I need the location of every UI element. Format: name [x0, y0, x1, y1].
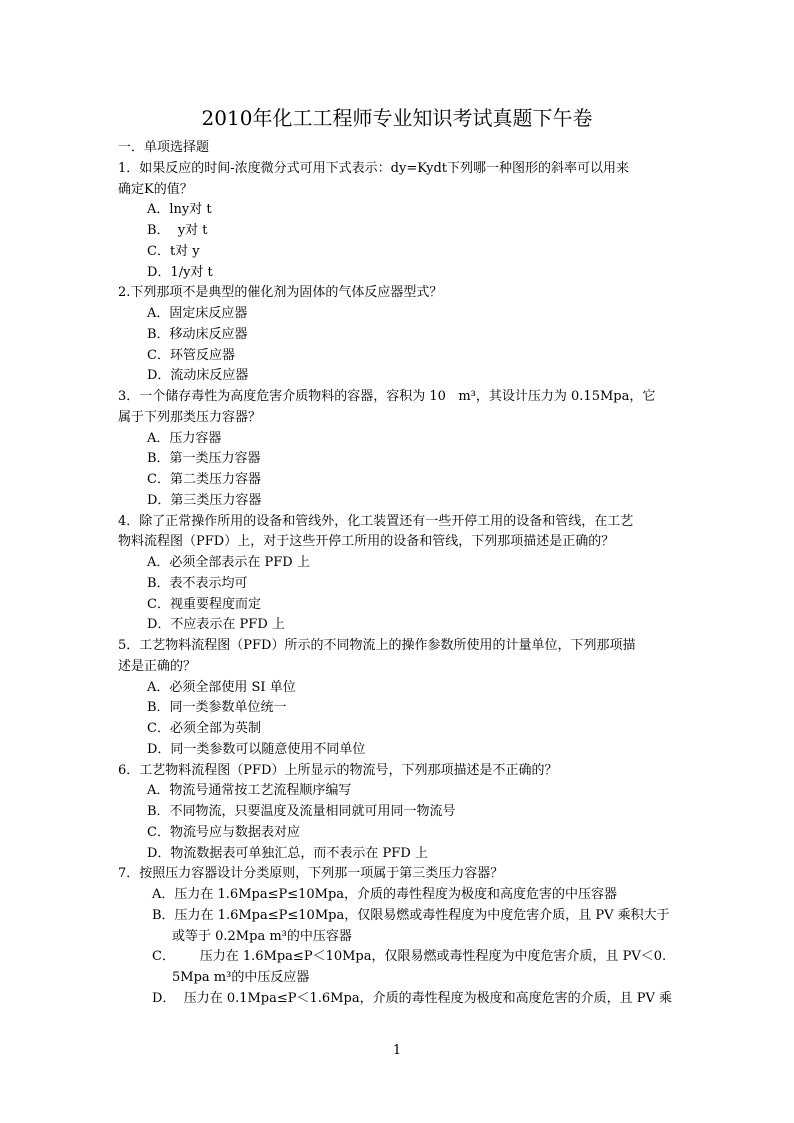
question-2 — [118, 283, 678, 387]
answer-option: 5Mpa m³的中压反应器 — [172, 970, 310, 985]
answer-option: A．物流号通常按工艺流程顺序编写 — [147, 783, 352, 799]
question-7 — [118, 864, 678, 1009]
answer-option: C．环管反应器 — [147, 347, 235, 363]
answer-option: D．同一类参数可以随意使用不同单位 — [147, 741, 366, 757]
answer-option: A．lny对 t — [147, 202, 212, 218]
question-text: 属于下列那类压力容器？ — [118, 409, 262, 425]
answer-option: D． 压力在 0.1Mpa≤P＜1.6Mpa，介质的毒性程度为极度和高度危害的介质，且 PV 乘 — [152, 990, 672, 1006]
question-5 — [118, 636, 678, 761]
question-text: 4．除了正常操作所用的设备和管线外，化工装置还有一些开停工用的设备和管线，在工艺 — [118, 513, 634, 529]
answer-option: B．移动床反应器 — [147, 326, 248, 342]
question-text: 物料流程图（PFD）上，对于这些开停工所用的设备和管线，下列那项描述是正确的？ — [118, 534, 615, 550]
answer-option: A．必须全部使用 SI 单位 — [147, 679, 296, 695]
question-text: 1．如果反应的时间-浓度微分式可用下式表示：dy=Kydt下列哪一种图形的斜率可以用来 — [118, 160, 629, 176]
answer-option: C．必须全部为英制 — [147, 721, 261, 736]
question-text: 述是正确的？ — [118, 658, 197, 674]
answer-option: A．压力容器 — [147, 430, 222, 446]
page-number: 1 — [392, 1043, 402, 1058]
question-text: 7．按照压力容器设计分类原则，下列那一项属于第三类压力容器？ — [118, 866, 504, 882]
question-text: 5．工艺物料流程图（PFD）所示的不同物流上的操作参数所使用的计量单位，下列那项描 — [118, 638, 636, 653]
answer-option: C． 压力在 1.6Mpa≤P＜10Mpa，仅限易燃或毒性程度为中度危害介质，且 PV＜0. — [152, 949, 667, 965]
document-title: 2010年化工工程师专业知识考试真题下午卷 — [201, 106, 593, 130]
answer-option: D．1/y对 t — [147, 264, 213, 280]
answer-option: D．物流数据表可单独汇总，而不表示在 PFD 上 — [147, 845, 428, 861]
answer-option: 或等于 0.2Mpa m³的中压容器 — [172, 928, 352, 944]
answer-option: A．压力在 1.6Mpa≤P≤10Mpa，介质的毒性程度为极度和高度危害的中压容器 — [152, 887, 618, 902]
section-heading: 一．单项选择题 — [118, 140, 210, 155]
answer-option: C．t对 y — [147, 243, 200, 259]
question-6 — [118, 761, 678, 865]
answer-option: C．物流号应与数据表对应 — [147, 824, 300, 840]
answer-option: B．第一类压力容器 — [147, 451, 261, 467]
answer-option: B．压力在 1.6Mpa≤P≤10Mpa，仅限易燃或毒性程度为中度危害介质，且 PV 乘积大于 — [152, 907, 670, 923]
answer-option: B． y对 t — [147, 223, 208, 238]
question-text: 3．一个储存毒性为高度危害介质物料的容器，容积为 10 m³，其设计压力为 0.15Mpa，它 — [118, 389, 656, 404]
question-text: 确定K的值？ — [118, 181, 193, 197]
document-body — [118, 138, 678, 1010]
question-3 — [118, 387, 678, 512]
answer-option: B．表不表示均可 — [147, 575, 248, 591]
question-4 — [118, 512, 678, 637]
answer-option: C．第二类压力容器 — [147, 472, 261, 487]
answer-option: A．固定床反应器 — [147, 306, 248, 321]
answer-option: C．视重要程度而定 — [147, 596, 261, 612]
answer-option: D．不应表示在 PFD 上 — [147, 617, 285, 633]
answer-option: D．流动床反应器 — [147, 368, 249, 384]
question-1 — [118, 159, 678, 284]
question-text: 6．工艺物料流程图（PFD）上所显示的物流号，下列那项描述是不正确的？ — [118, 762, 558, 778]
question-text: 2.下列那项不是典型的催化剂为固体的气体反应器型式？ — [118, 285, 443, 301]
answer-option: B．同一类参数单位统一 — [147, 700, 287, 716]
answer-option: D．第三类压力容器 — [147, 492, 262, 508]
answer-option: A．必须全部表示在 PFD 上 — [147, 555, 310, 570]
answer-option: B．不同物流，只要温度及流量相同就可用同一物流号 — [147, 804, 456, 819]
